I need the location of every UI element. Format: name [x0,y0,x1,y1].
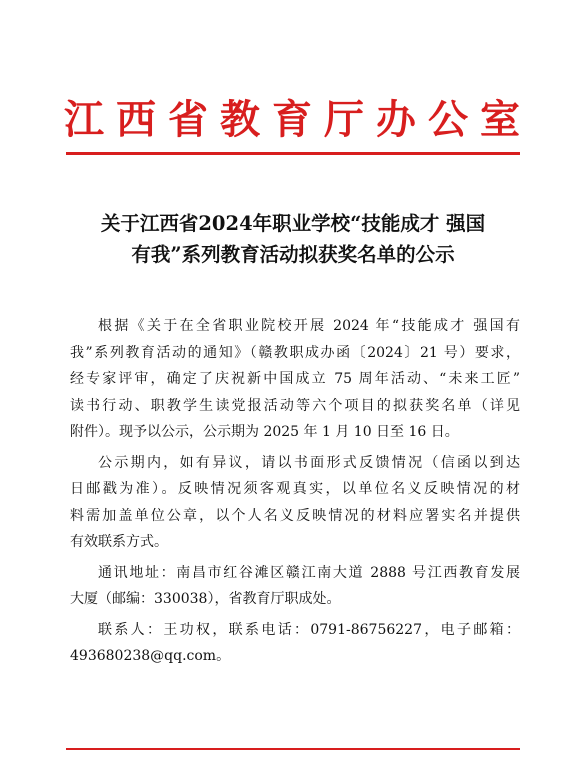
paragraph-announcement [70,313,520,446]
paragraph-line: 经专家评审，确定了庆祝新中国成立 75 周年活动、“未来工匠” [70,371,520,387]
paragraph-line: 料需加盖单位公章，以个人名义反映情况的材料应署实名并提供 [70,507,520,524]
paragraph-contact [70,617,520,670]
header-red-rule [66,152,520,155]
paragraph-line: 附件）。现予以公示，公示期为 2025 年 1 月 10 日至 16 日。 [70,424,459,440]
paragraph-line: 日邮戳为准）。反映情况须客观真实，以单位名义反映情况的材 [70,481,520,497]
paragraph-line: 公示期内，如有异议，请以书面形式反馈情况（信函以到达 [98,454,520,471]
title-line-2: 有我”系列教育活动拟获奖名单的公示 [131,243,455,266]
document-title [66,208,520,270]
paragraph-line: 我”系列教育活动的通知》（赣教职成办函〔2024〕21 号）要求， [70,344,520,361]
paragraph-line: 联系人：王功权，联系电话：0791-86756227，电子邮箱： [98,621,520,638]
title-line-1: 关于江西省2024年职业学校“技能成才 强国 [100,212,486,235]
paragraph-line: 大厦（邮编：330038），省教育厅职成处。 [70,591,341,607]
agency-header: 江西省教育厅办公室 [64,96,532,143]
paragraph-line: 根据《关于在全省职业院校开展 2024 年“技能成才 强国有 [98,318,520,334]
paragraph-line: 通讯地址：南昌市红谷滩区赣江南大道 2888 号江西教育发展 [98,564,520,581]
footer-red-rule [66,748,520,750]
paragraph-line: 读书行动、职教学生读党报活动等六个项目的拟获奖名单（详见 [70,397,520,414]
paragraph-address [70,560,520,613]
paragraph-line: 有效联系方式。 [70,534,168,550]
document-body [70,313,520,674]
paragraph-objection [70,450,520,556]
paragraph-line: 493680238@qq.com。 [70,648,231,664]
